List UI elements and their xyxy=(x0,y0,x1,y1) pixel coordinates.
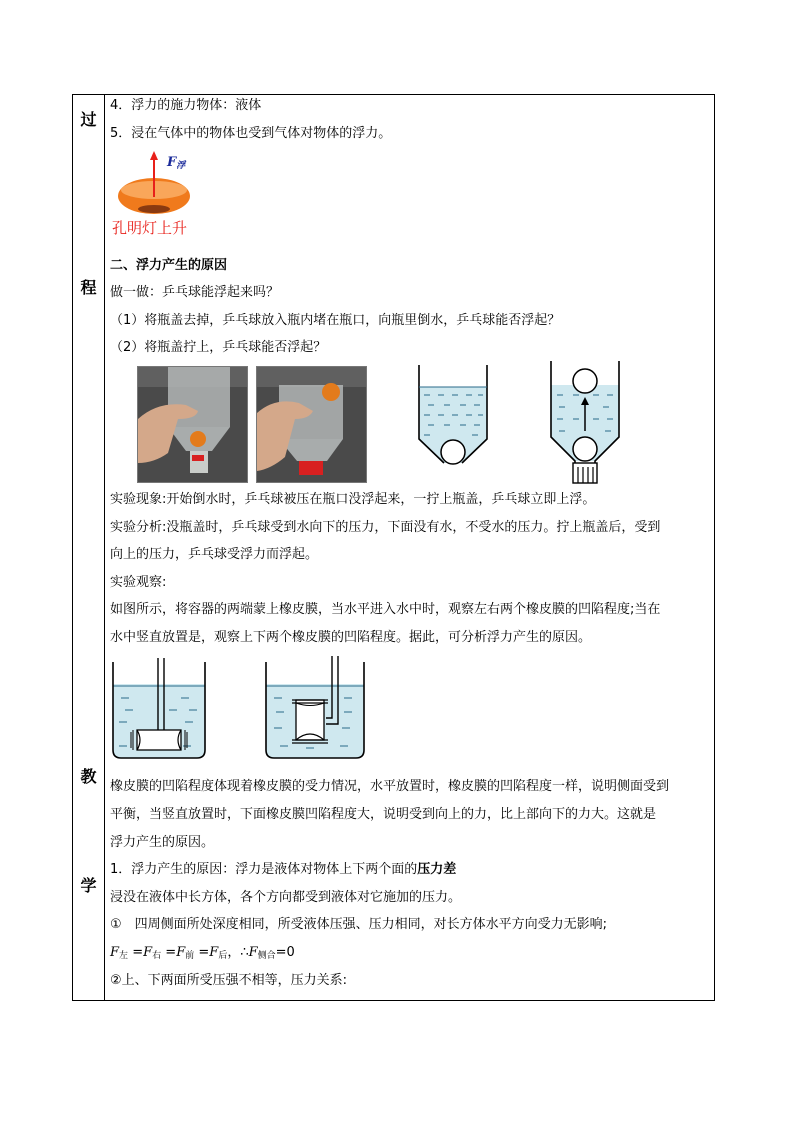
side-faces-text: ① 四周侧面所处深度相同，所受液体压强、压力相同，对长方体水平方向受力无影响; xyxy=(110,917,608,932)
bottle-cap xyxy=(299,461,323,475)
floating-ball xyxy=(322,383,340,401)
force-equation xyxy=(110,945,295,964)
beaker-vertical xyxy=(260,656,370,764)
f-symbol-back: F xyxy=(209,945,219,960)
sidebar-char-3: 教 xyxy=(80,767,97,786)
force-arrow-head-icon xyxy=(150,151,158,160)
question-2: （2）将瓶盖拧上，乒乓球能否浮起？ xyxy=(110,340,327,355)
experiment-photo-1 xyxy=(137,366,248,483)
cause-keyword: 压力差 xyxy=(417,862,457,877)
lantern-force-label xyxy=(167,155,185,171)
explanation-1: 橡皮膜的凹陷程度体现着橡皮膜的受力情况，水平放置时，橡皮膜的凹陷程度一样，说明侧面受到 xyxy=(110,779,670,794)
f-symbol-front: F xyxy=(176,945,186,960)
experiment-phenomenon: 实验现象:开始倒水时，乒乓球被压在瓶口没浮起来，一拧上瓶盖，乒乓球立即上浮。 xyxy=(110,492,596,507)
cause-prefix: 1．浮力产生的原因：浮力是液体对物体上下两个面的 xyxy=(110,862,418,877)
beaker-horizontal xyxy=(107,658,211,763)
eq-1: = xyxy=(132,945,144,960)
process-sidebar xyxy=(73,95,105,1000)
f-symbol-left: F xyxy=(110,945,120,960)
sub-net: 侧合 xyxy=(257,951,276,961)
therefore-sign: ，∴ xyxy=(227,945,249,960)
funnel-diagram-capped xyxy=(547,361,623,489)
question-1: （1）将瓶盖去掉，乒乓球放入瓶内堵在瓶口，向瓶里倒水，乒乓球能否浮起？ xyxy=(110,313,561,328)
beaker-horizontal-svg xyxy=(107,658,211,763)
eq-3: = xyxy=(198,945,210,960)
section-heading: 二、浮力产生的原因 xyxy=(110,258,228,273)
floating-ball-circle xyxy=(573,369,597,393)
lesson-table xyxy=(72,94,715,1001)
experiment-analysis-1: 实验分析:没瓶盖时，乒乓球受到水向下的压力，下面没有水，不受水的压力。拧上瓶盖后，受到 xyxy=(110,520,661,535)
ping-pong-ball xyxy=(190,431,206,447)
ball-circle xyxy=(441,440,465,464)
explanation-2: 平衡，当竖直放置时，下面橡皮膜凹陷程度大，说明受到向上的力，比上部向下的力大。这就是 xyxy=(110,807,657,822)
observation-text-1: 如图所示，将容器的两端蒙上橡皮膜，当水平进入水中时，观察左右两个橡皮膜的凹陷程度;当在 xyxy=(110,602,661,617)
f-symbol-net: F xyxy=(248,945,258,960)
eq-2: = xyxy=(165,945,177,960)
lantern-figure xyxy=(112,151,222,241)
funnel-diagram-open xyxy=(416,365,490,487)
immersed-text: 浸没在液体中长方体，各个方向都受到液体对它施加的压力。 xyxy=(110,890,462,905)
lantern-caption: 孔明灯上升 xyxy=(112,219,188,237)
cause-definition xyxy=(110,862,456,878)
point-5: 5．浸在气体中的物体也受到气体对物体的浮力。 xyxy=(110,126,392,141)
photo-2-illustration xyxy=(257,367,366,482)
explanation-3: 浮力产生的原因。 xyxy=(110,835,215,850)
force-symbol: F xyxy=(167,155,177,170)
observation-text-2: 水中竖直放置是，观察上下两个橡皮膜的凹陷程度。据此，可分析浮力产生的原因。 xyxy=(110,630,592,645)
lantern-opening xyxy=(138,205,170,213)
sub-left: 左 xyxy=(119,951,129,961)
sub-back: 后 xyxy=(218,951,228,961)
force-subscript: 浮 xyxy=(176,161,186,171)
sidebar-char-1: 过 xyxy=(80,110,97,129)
f-symbol-right: F xyxy=(143,945,153,960)
sidebar-char-2: 程 xyxy=(80,278,97,297)
start-ball-circle xyxy=(573,437,597,461)
try-it-text: 做一做：乒乓球能浮起来吗？ xyxy=(110,285,280,300)
lesson-content xyxy=(104,95,714,1000)
eq-zero: =0 xyxy=(275,945,295,960)
funnel-open-svg xyxy=(416,365,490,487)
experiment-analysis-2: 向上的压力，乒乓球受浮力而浮起。 xyxy=(110,547,319,562)
sub-right: 右 xyxy=(152,951,162,961)
observation-label: 实验观察: xyxy=(110,575,167,590)
funnel-capped-svg xyxy=(547,361,623,489)
point-4: 4．浮力的施力物体：液体 xyxy=(110,98,262,113)
experiment-photo-2 xyxy=(256,366,367,483)
sidebar-char-4: 学 xyxy=(80,876,97,895)
photo-1-illustration xyxy=(138,367,247,482)
top-bottom-text: ②上、下两面所受压强不相等，压力关系: xyxy=(110,973,348,988)
horizontal-cylinder xyxy=(137,730,181,750)
sub-front: 前 xyxy=(185,951,195,961)
beaker-vertical-svg xyxy=(260,656,370,764)
